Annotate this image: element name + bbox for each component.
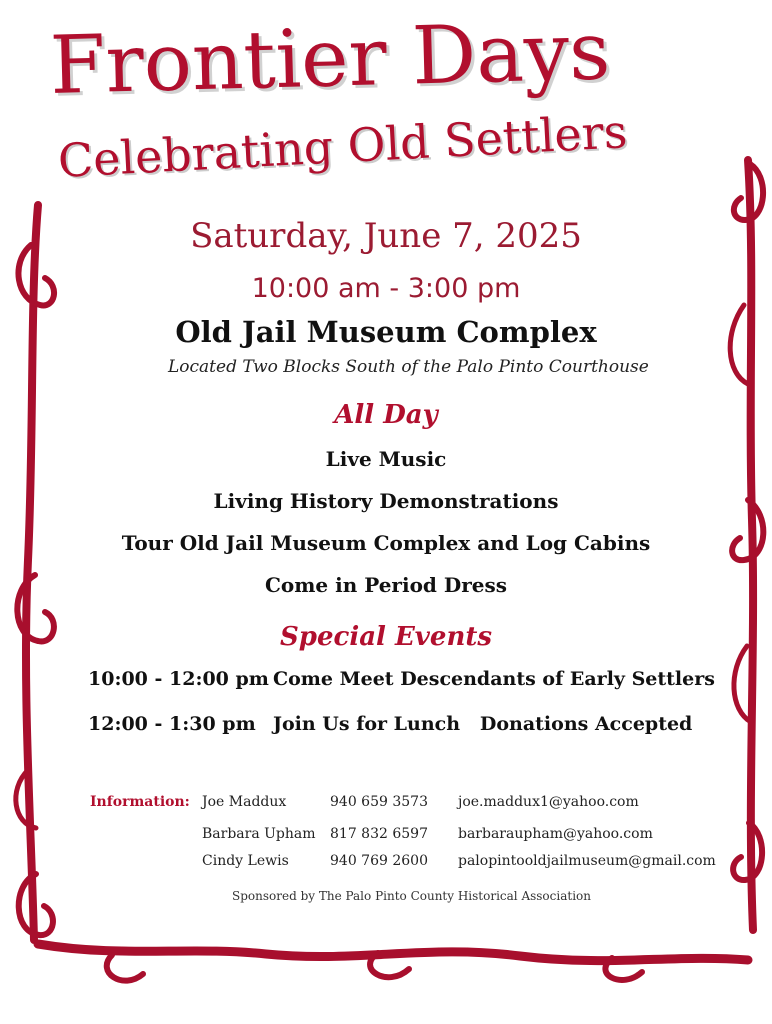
event-venue: Old Jail Museum Complex bbox=[175, 315, 597, 349]
page-subtitle: Celebrating Old Settlers bbox=[56, 104, 629, 188]
contact-phone-2: 817 832 6597 bbox=[330, 826, 428, 842]
all-day-item-live-music: Live Music bbox=[325, 447, 447, 471]
sponsor-line: Sponsored by The Palo Pinto County Historical Association bbox=[232, 889, 591, 903]
all-day-item-living-history: Living History Demonstrations bbox=[213, 489, 559, 513]
special-events-heading: Special Events bbox=[280, 622, 492, 652]
special-event-description-1: Come Meet Descendants of Early Settlers bbox=[273, 668, 715, 690]
contact-email-1[interactable]: joe.maddux1@yahoo.com bbox=[458, 794, 639, 810]
special-event-time-2: 12:00 - 1:30 pm bbox=[88, 713, 256, 735]
contact-name-1: Joe Maddux bbox=[202, 794, 287, 810]
contact-phone-1: 940 659 3573 bbox=[330, 794, 428, 810]
event-location: Located Two Blocks South of the Palo Pinto Courthouse bbox=[168, 357, 649, 377]
contact-email-2[interactable]: barbaraupham@yahoo.com bbox=[458, 826, 653, 842]
contact-name-2: Barbara Upham bbox=[202, 826, 316, 842]
all-day-item-period-dress: Come in Period Dress bbox=[265, 573, 507, 597]
information-label: Information: bbox=[90, 794, 190, 810]
special-event-description-2: Join Us for Lunch Donations Accepted bbox=[273, 713, 693, 735]
all-day-item-tour: Tour Old Jail Museum Complex and Log Cabins bbox=[121, 531, 651, 555]
contact-name-3: Cindy Lewis bbox=[202, 853, 289, 869]
all-day-heading: All Day bbox=[334, 400, 438, 430]
special-event-time-1: 10:00 - 12:00 pm bbox=[88, 668, 269, 690]
contact-phone-3: 940 769 2600 bbox=[330, 853, 428, 869]
event-date: Saturday, June 7, 2025 bbox=[190, 216, 582, 256]
page-title: Frontier Days bbox=[48, 4, 612, 112]
event-time: 10:00 am - 3:00 pm bbox=[251, 273, 521, 304]
contact-email-3[interactable]: palopintooldjailmuseum@gmail.com bbox=[458, 853, 716, 869]
